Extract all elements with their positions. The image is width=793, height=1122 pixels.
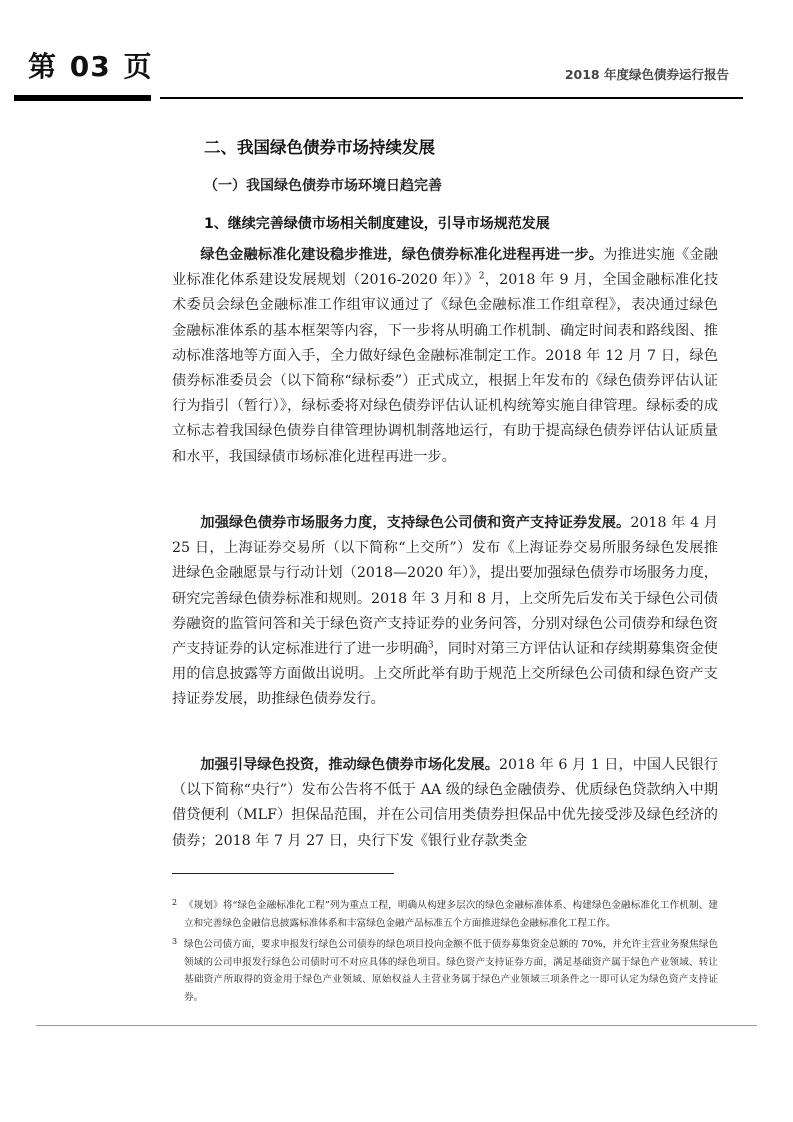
header-rule — [160, 97, 743, 99]
footnote-item — [172, 936, 718, 1006]
paragraph-text: 2018 年 4 月 25 日，上海证券交易所（以下简称“上交所”）发布《上海证券交易所服务绿色发展推进绿色金融愿景与行动计划（2018—2020 年）》，提出要加强绿色债券市场服务力度，研究完善绿色债券标准和规则。2018 年 3 月和 8 月，上交所先后发布关于绿色公司债券融资的监管问答和关于绿色资产支持证券的业务问答，分别对绿色公司债券和绿色资产支持证券的认定标准进行了进一步明确 — [172, 515, 718, 658]
paragraph-text: 为推进实施《金融业标准化体系建设发展规划（2016-2020 年）》 — [172, 247, 718, 289]
footnote-item — [172, 897, 718, 932]
header-bar-left — [14, 95, 151, 101]
page-bottom-rule — [36, 1025, 757, 1026]
subsection-title: （一）我国绿色债券市场环境日趋完善 — [204, 178, 442, 194]
paragraph-green-investment — [172, 753, 718, 854]
footnote-mark: 2 — [172, 898, 178, 907]
footnotes — [172, 897, 718, 1011]
page-number-prefix: 第 — [28, 50, 58, 83]
page-number — [28, 50, 153, 84]
page-number-value: 03 — [69, 50, 111, 83]
paragraph-text: 2018 年 6 月 1 日，中国人民银行（以下简称“央行”）发布公告将不低于 AA 级的绿色金融债券、优质绿色贷款纳入中期借贷便利（MLF）担保品范围，并在公司信用类债券担保品中优先接受涉及绿色经济的债券；2018 年 7 月 27 日，央行下发《银行业存款类金 — [172, 757, 718, 849]
paragraph-lead: 加强绿色债券市场服务力度，支持绿色公司债和资产支持证券发展。 — [200, 515, 631, 531]
paragraph-standards — [172, 243, 718, 470]
paragraph-lead: 加强引导绿色投资，推动绿色债券市场化发展。 — [200, 757, 499, 773]
footnote-text: 绿色公司债方面，要求申报发行绿色公司债券的绿色项目投向金额不低于债券募集资金总额的 70%，并允许主营业务聚焦绿色领域的公司申报发行绿色公司债时可不对应具体的绿色项目。绿色资产支持证券方面，满足基础资产属于绿色产业领域、转让基础资产所取得的资金用于绿色产业领域、原始权益人主营业务属于绿色产业领域三项条件之一即可认定为绿色资产支持证券。 — [184, 939, 718, 1003]
footnote-ref[interactable]: 3 — [427, 640, 434, 651]
paragraph-sse-services — [172, 511, 718, 713]
footnote-ref[interactable]: 2 — [478, 271, 485, 282]
paragraph-lead: 绿色金融标准化建设稳步推进，绿色债券标准化进程再进一步。 — [200, 247, 604, 263]
footnote-text: 《规划》将“绿色金融标准化工程”列为重点工程，明确从构建多层次的绿色金融标准体系、构建绿色金融标准化工作机制、建立和完善绿色金融信息披露标准体系和丰富绿色金融产品标准五个方面推进绿色金融标准化工程工作。 — [184, 900, 718, 929]
footnote-divider — [172, 873, 394, 874]
paragraph-text: ，2018 年 9 月，全国金融标准化技术委员会绿色金融标准工作组审议通过了《绿色金融标准工作组章程》，表决通过绿色金融标准体系的基本框架等内容，下一步将从明确工作机制、确定时间表和路线图、推动标准落地等方面入手，全力做好绿色金融标准制定工作。2018 年 12 月 7 日，绿色债券标准委员会（以下简称“绿标委”）正式成立，根据上年发布的《绿色债券评估认证行为指引（暂行）》，绿标委将对绿色债券评估认证机构统筹实施自律管理。绿标委的成立标志着我国绿色债券自律管理协调机制落地运行，有助于提高绿色债券评估认证质量和水平，我国绿债市场标准化进程再进一步。 — [172, 272, 719, 465]
report-title: 2018 年度绿色债券运行报告 — [564, 67, 729, 82]
paragraph-text: ，同时对第三方评估认证和存续期募集资金使用的信息披露等方面做出说明。上交所此举有助于规范上交所绿色公司债和绿色资产支持证券发展，助推绿色债券发行。 — [172, 641, 718, 708]
subsection-heading: 1、继续完善绿债市场相关制度建设，引导市场规范发展 — [204, 216, 550, 232]
section-title: 二、我国绿色债券市场持续发展 — [204, 138, 435, 157]
footnote-mark: 3 — [172, 937, 178, 947]
page-number-suffix: 页 — [123, 50, 153, 83]
